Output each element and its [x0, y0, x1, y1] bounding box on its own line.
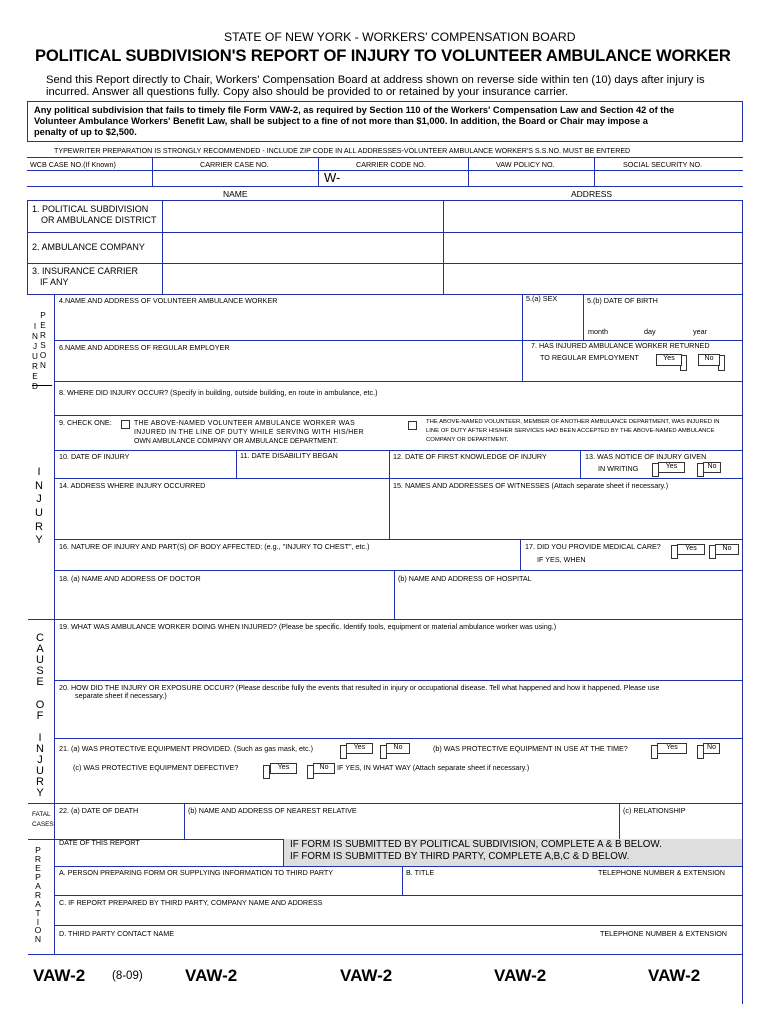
q21b-label: (b) WAS PROTECTIVE EQUIPMENT IN USE AT THE TIME? [433, 744, 628, 753]
wcb-case-input[interactable] [28, 171, 151, 185]
q5a-label: 5.(a) SEX [526, 294, 558, 303]
employer-name-address-input[interactable] [56, 354, 520, 380]
row1-label-a: 1. POLITICAL SUBDIVISION [32, 204, 149, 214]
q4-label: 4.NAME AND ADDRESS OF VOLUNTEER AMBULANCE WORKER [59, 296, 278, 305]
q14-label: 14. ADDRESS WHERE INJURY OCCURRED [59, 481, 206, 490]
wcb-case-label: WCB CASE NO.(If Known) [30, 160, 116, 169]
q21a-no-option[interactable]: No [386, 743, 410, 754]
relationship-input[interactable] [621, 817, 740, 838]
prep-phone-2-label: TELEPHONE NUMBER & EXTENSION [600, 929, 728, 938]
q21c-no-option[interactable]: No [313, 763, 335, 774]
row1-label-b: OR AMBULANCE DISTRICT [41, 215, 157, 225]
form-code-repeat-1: VAW-2 [185, 966, 238, 985]
q15-label: 15. NAMES AND ADDRESSES OF WITNESSES (Attach separate sheet if necessary.) [393, 481, 669, 490]
q17-no-option[interactable]: No [715, 544, 739, 555]
q20-label-b: separate sheet if necessary.) [75, 691, 167, 700]
preparer-name-input[interactable] [56, 879, 400, 894]
dob-month-label: month [588, 327, 608, 336]
q8-label: 8. WHERE DID INJURY OCCUR? (Specify in building, outside building, en route in ambulance, etc.) [59, 388, 378, 397]
q22c-label: (c) RELATIONSHIP [623, 806, 686, 815]
how-injury-occurred-input[interactable] [56, 702, 740, 737]
q12-label: 12. DATE OF FIRST KNOWLEDGE OF INJURY [393, 452, 547, 461]
instructions-line-2: incurred. Answer all questions fully. Copy also should be provided to or retained by your insurance carrier. [46, 86, 569, 98]
q21c-yes-option[interactable]: Yes [270, 763, 297, 774]
carrier-code-prefix: W- [324, 170, 341, 185]
insurance-carrier-name-input[interactable] [163, 264, 442, 293]
q13-label-b: IN WRITING [598, 464, 639, 473]
q7-yes-option[interactable]: Yes [656, 354, 682, 366]
fatal-side-label-2: CASES [32, 821, 54, 828]
third-party-phone-input[interactable] [598, 940, 740, 953]
q9-option-a-line-3: OWN AMBULANCE COMPANY OR AMBULANCE DEPARTMENT. [134, 438, 338, 445]
penalty-line-2: Volunteer Ambulance Workers' Benefit Law, shall be subject to a fine of not more than $1,000. In addition, the Board or Chair may impose a [34, 116, 648, 126]
q13-label-a: 13. WAS NOTICE OF INJURY GIVEN [585, 452, 707, 461]
injured-person-side-label-col2: P E R S O N [39, 311, 47, 371]
q9-option-a-line-1: THE ABOVE-NAMED VOLUNTEER AMBULANCE WORKER WAS [134, 420, 356, 427]
preparation-side-label: P R E P A R A T I O N [34, 845, 42, 945]
q18b-label: (b) NAME AND ADDRESS OF HOSPITAL [398, 574, 532, 583]
injury-side-label: I N J U R Y [35, 466, 43, 547]
report-date-input[interactable] [56, 849, 281, 865]
q22b-label: (b) NAME AND ADDRESS OF NEAREST RELATIVE [188, 806, 357, 815]
prep-c-label: C. IF REPORT PREPARED BY THIRD PARTY, COMPANY NAME AND ADDRESS [59, 898, 323, 907]
form-code-repeat-4: VAW-2 [648, 966, 701, 985]
date-first-knowledge-input[interactable] [391, 462, 578, 477]
equipment-defect-input[interactable] [56, 778, 740, 802]
nature-of-injury-input[interactable] [56, 553, 518, 569]
q18a-label: 18. (a) NAME AND ADDRESS OF DOCTOR [59, 574, 201, 583]
q20-label-a: 20. HOW DID THE INJURY OR EXPOSURE OCCUR? (Please describe fully the events that resulted in injury or occupational disease. Tell what happened and how it happened. Please use [59, 683, 660, 692]
injury-location-input[interactable] [56, 399, 740, 414]
report-date-label: DATE OF THIS REPORT [59, 838, 140, 847]
row3-label-a: 3. INSURANCE CARRIER [32, 266, 139, 276]
q7-label-b: TO REGULAR EMPLOYMENT [540, 353, 639, 362]
prep-d-label: D. THIRD PARTY CONTACT NAME [59, 929, 175, 938]
injury-address-input[interactable] [56, 492, 387, 538]
q17-label-a: 17. DID YOU PROVIDE MEDICAL CARE? [525, 542, 661, 551]
vaw-policy-label: VAW POLICY NO. [496, 160, 555, 169]
instructions-line-1: Send this Report directly to Chair, Workers' Compensation Board at address shown on reverse side within ten (10) days after injury is [46, 74, 705, 86]
ssn-input[interactable] [595, 171, 742, 185]
address-header: ADDRESS [571, 189, 613, 199]
q21c-label: (c) WAS PROTECTIVE EQUIPMENT DEFECTIVE? [73, 763, 239, 772]
date-of-death-input[interactable] [56, 817, 182, 838]
q17-yes-option[interactable]: Yes [677, 544, 705, 555]
subdivision-name-input[interactable] [163, 201, 442, 231]
date-disability-input[interactable] [238, 462, 388, 477]
q21b-yes-option[interactable]: Yes [657, 743, 687, 754]
worker-name-address-input[interactable] [56, 307, 520, 339]
hospital-input[interactable] [396, 585, 740, 618]
sex-input[interactable] [524, 305, 581, 339]
ambulance-company-name-input[interactable] [163, 233, 442, 262]
row2-label: 2. AMBULANCE COMPANY [32, 242, 145, 252]
preparer-phone-input[interactable] [596, 879, 740, 894]
notice-line-1: IF FORM IS SUBMITTED BY POLITICAL SUBDIVISION, COMPLETE A & B BELOW. [290, 839, 662, 850]
q9-option-a-checkbox[interactable] [121, 420, 130, 429]
q7-no-option[interactable]: No [698, 354, 720, 366]
q11-label: 11. DATE DISABILITY BEGAN [240, 451, 338, 460]
q22a-label: 22. (a) DATE OF DEATH [59, 806, 139, 815]
dob-day-label: day [644, 327, 656, 336]
q5b-label: 5.(b) DATE OF BIRTH [587, 296, 658, 305]
q19-label: 19. WHAT WAS AMBULANCE WORKER DOING WHEN INJURED? (Please be specific. Identify tools, equipment or material ambulance worker was using.) [59, 622, 557, 631]
carrier-code-label: CARRIER CODE NO. [356, 160, 426, 169]
dob-input[interactable] [585, 307, 740, 326]
third-party-contact-input[interactable] [56, 940, 596, 953]
name-header: NAME [223, 189, 248, 199]
fatal-side-label-1: FATAL [32, 811, 51, 818]
nearest-relative-input[interactable] [186, 817, 617, 838]
insurance-carrier-address-input[interactable] [444, 264, 741, 293]
penalty-line-3: penalty of up to $2,500. [34, 127, 137, 137]
q21c-yes-checkbox[interactable] [263, 765, 270, 779]
q17-label-b: IF YES, WHEN [537, 555, 586, 564]
q13-no-option[interactable]: No [703, 462, 721, 473]
carrier-case-input[interactable] [153, 171, 317, 185]
q9-option-b-line-1: THE ABOVE-NAMED VOLUNTEER, MEMBER OF ANOTHER AMBULANCE DEPARTMENT, WAS INJURED IN [426, 419, 720, 425]
q16-label: 16. NATURE OF INJURY AND PART(S) OF BODY AFFECTED: (e.g., "INJURY TO CHEST", etc.) [59, 542, 370, 551]
ssn-label: SOCIAL SECURITY NO. [623, 160, 703, 169]
form-revision: (8-09) [112, 970, 143, 982]
q9-option-b-checkbox[interactable] [408, 421, 417, 430]
typewriter-note: TYPEWRITER PREPARATION IS STRONGLY RECOMMENDED - INCLUDE ZIP CODE IN ALL ADDRESSES-VOLUNTEER AMBULANCE WORKER'S S.S.NO. MUST BE ENTERED [54, 147, 631, 155]
penalty-line-1: Any political subdivision that fails to timely file Form VAW-2, as required by Section 110 of the Workers' Compensation Law and Section 42 of the [34, 105, 675, 115]
doctor-input[interactable] [56, 585, 392, 618]
cause-of-injury-side-label: C A U S E O F I N J U R Y [35, 632, 45, 800]
q21a-yes-option[interactable]: Yes [346, 743, 373, 754]
notice-line-2: IF FORM IS SUBMITTED BY THIRD PARTY, COMPLETE A,B,C & D BELOW. [290, 851, 630, 862]
form-code: VAW-2 [33, 966, 86, 985]
subdivision-address-input[interactable] [444, 201, 741, 231]
form-title: POLITICAL SUBDIVISION'S REPORT OF INJURY TO VOLUNTEER AMBULANCE WORKER [35, 46, 731, 65]
q9-label: 9. CHECK ONE: [59, 418, 112, 427]
preparer-title-input[interactable] [404, 879, 594, 894]
agency-title: STATE OF NEW YORK - WORKERS' COMPENSATION BOARD [224, 30, 576, 44]
q21c-tail-label: IF YES, IN WHAT WAY (Attach separate sheet if necessary.) [337, 763, 530, 772]
form-code-repeat-3: VAW-2 [494, 966, 547, 985]
prep-phone-1-label: TELEPHONE NUMBER & EXTENSION [598, 868, 726, 877]
q9-option-b-line-2: LINE OF DUTY AFTER HIS/HER SERVICES HAD BEEN ACCEPTED BY THE ABOVE-NAMED AMBULANCE [426, 428, 715, 434]
injured-person-side-label-col1: I N J U R E D [32, 322, 38, 392]
third-party-company-input[interactable] [56, 909, 740, 924]
vaw-policy-input[interactable] [469, 171, 593, 185]
q9-option-a-line-2: INJURED IN THE LINE OF DUTY WHILE SERVING WITH HIS/HER [134, 429, 364, 436]
carrier-code-input[interactable] [340, 171, 467, 185]
form-code-repeat-2: VAW-2 [340, 966, 393, 985]
q10-label: 10. DATE OF INJURY [59, 452, 130, 461]
dob-year-label: year [693, 327, 707, 336]
row3-label-b: IF ANY [40, 277, 69, 287]
carrier-case-label: CARRIER CASE NO. [200, 160, 269, 169]
ambulance-company-address-input[interactable] [444, 233, 741, 262]
prep-b-label: B. TITLE [406, 868, 435, 877]
witnesses-input[interactable] [391, 492, 740, 538]
q6-label: 6.NAME AND ADDRESS OF REGULAR EMPLOYER [59, 343, 230, 352]
q21b-no-option[interactable]: No [703, 743, 720, 754]
q13-yes-option[interactable]: Yes [658, 462, 685, 473]
date-of-injury-input[interactable] [56, 462, 234, 477]
q21a-label: 21. (a) WAS PROTECTIVE EQUIPMENT PROVIDED. (Such as gas mask, etc.) [59, 744, 314, 753]
q7-label-a: 7. HAS INJURED AMBULANCE WORKER RETURNED [531, 341, 710, 350]
activity-when-injured-input[interactable] [56, 633, 740, 679]
prep-a-label: A. PERSON PREPARING FORM OR SUPPLYING INFORMATION TO THIRD PARTY [59, 868, 334, 877]
q9-option-b-line-3: COMPANY OR DEPARTMENT. [426, 437, 509, 443]
